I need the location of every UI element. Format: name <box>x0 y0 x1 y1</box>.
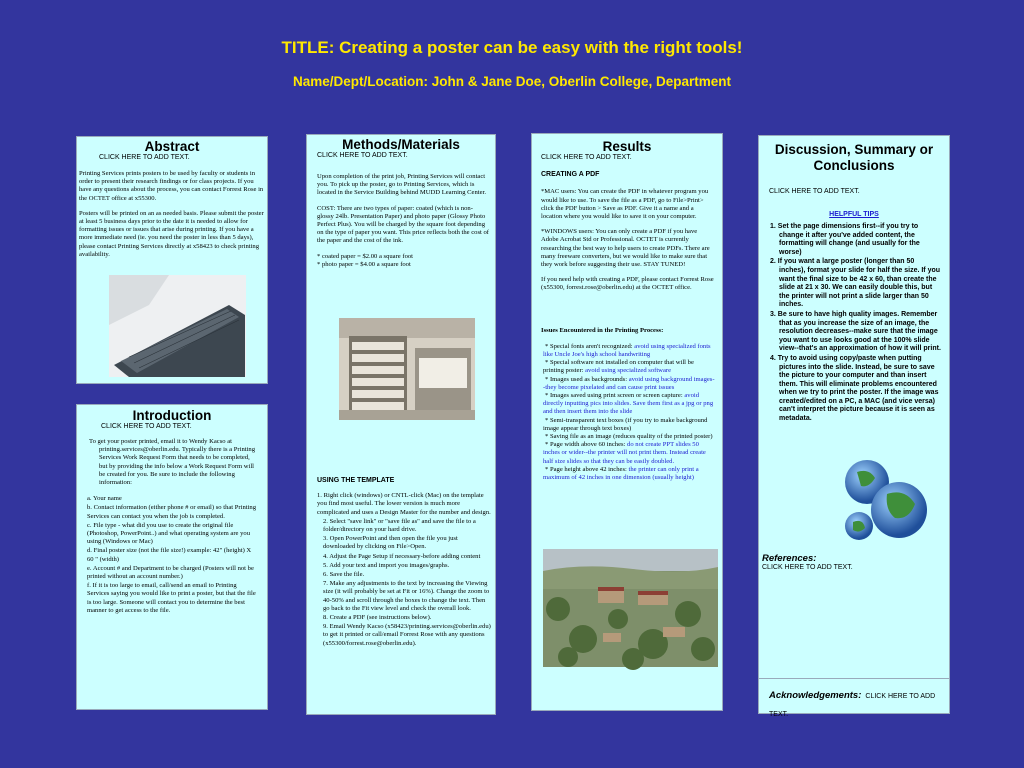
results-heading: Results <box>602 139 652 154</box>
issue-item: * Page height above 42 inches: the printer can only print a maximum of 42 inches in one dimension (usually height) <box>543 465 699 482</box>
pdf-windows-paragraph: *WINDOWS users: You can only create a PDF if you have Adobe Acrobat Std or Professional. OCTET is currently researching the best way to help users to create PDFs. There are many freeware converters, but we would like to make sure that they work before suggesting their use. STAY TUNED! <box>541 228 710 269</box>
template-step: 3. Open PowerPoint and then open the file you just downloaded by clicking on File>Open. <box>323 535 458 551</box>
abstract-panel[interactable] <box>76 136 268 384</box>
template-step: 7. Make any adjustments to the text by increasing the Viewing size (it will probably be set at Fit or 16%). Change the zoom to 40-50% and scroll through the boxes to change the text. Then go back to the Fit view level and check the overall look. <box>323 580 490 612</box>
template-step: 2. Select "save link" or "save file as" and save the file to a folder/directory on your hard drive. <box>323 517 476 534</box>
results-click-text[interactable]: CLICK HERE TO ADD TEXT. <box>541 154 632 161</box>
introduction-list-item: b. Contact information (either phone # or email) so that Printing Services can contact you when the job is completed. <box>87 504 257 520</box>
issue-item: * Saving file as an image (reduces quality of the printed poster) <box>545 433 713 441</box>
abstract-click-text[interactable]: CLICK HERE TO ADD TEXT. <box>99 154 190 161</box>
issue-item: * Special fonts aren't recognized: avoid using specialized fonts like Uncle Joe's high school handwriting <box>543 342 711 359</box>
methods-cost-photo: * photo paper = $4.00 a square foot <box>317 260 411 268</box>
issue-item: * Semi-transparent text boxes (if you try to make background image appear through text boxes) <box>543 416 708 432</box>
methods-paragraph-1: Upon completion of the print job, Printing Services will contact you. To pick up the poster, go to Printing Services, which is located in the Service Building behind MUDD Learning Center. <box>317 173 487 197</box>
tip-item: 2. If you want a large poster (longer than 50 inches), format your slide for half the size. If you want the final size to be 42 x 60, than create the slide at 21 x 30. We can easily double this, but the printer will not print a slide larger than 50 inches. <box>770 258 941 309</box>
tip-item: 1. Set the page dimensions first--if you try to change it after you've added content, the formatting will change (and usually for the worse) <box>770 223 920 256</box>
discussion-heading: Discussion, Summary or Conclusions <box>774 142 934 173</box>
issue-item: * Images used as backgrounds: avoid using background images--they become pixelated and can cause print issues <box>543 375 715 391</box>
references-click-text[interactable]: CLICK HERE TO ADD TEXT. <box>762 564 853 571</box>
pdf-mac-paragraph: *MAC users: You can create the PDF in whatever program you would like to use. To save the file as a PDF, go to File>Print> click the PDF button > Save as PDF. Give it a name and a location where you would like to save it on your computer. <box>541 188 709 221</box>
issue-item: * Page width above 60 inches: do not create PPT slides 50 inches or wider--the printer will not print them. Instead create half size slides so that they can be easily doubled. <box>543 441 706 465</box>
template-step: 6. Save the file. <box>323 571 365 579</box>
campus-aerial-image <box>543 549 718 667</box>
globes-image <box>839 458 929 542</box>
introduction-heading: Introduction <box>132 408 212 423</box>
poster-title-block <box>0 38 1024 89</box>
methods-cost-coated: * coated paper = $2.00 a square foot <box>317 252 413 260</box>
pdf-heading: CREATING A PDF <box>541 171 600 179</box>
helpful-tips-heading: HELPFUL TIPS <box>829 211 879 218</box>
poster-title[interactable]: TITLE: Creating a poster can be easy with the right tools! <box>281 38 743 57</box>
tip-item: 4. Try to avoid using copy/paste when putting pictures into the slide. Instead, be sure to save the picture to your computer and than insert them. This will eliminate problems encountered when we try to print the poster. If the image was created/edited on a PC, a MAC (and vice versa) can't interpret the picture because it is seen as metadata. <box>770 354 939 423</box>
tip-item: 3. Be sure to have high quality images. Remember that as you increase the size of an image, the resolution decreases--make sure that the image you want to use looks good at the 100% slide view--that's an approximation of how it will print. <box>770 310 941 353</box>
discussion-click-text[interactable]: CLICK HERE TO ADD TEXT. <box>769 188 860 195</box>
acknowledgements-section <box>759 678 949 721</box>
template-heading: USING THE TEMPLATE <box>317 477 395 484</box>
issue-item: * Images saved using print screen or screen capture: avoid directly inputting pics into slides. Save them first as a jpg or png and then insert them into the slide <box>543 392 714 416</box>
introduction-panel[interactable] <box>76 404 268 710</box>
template-step: 5. Add your text and import you images/graphs. <box>323 561 450 569</box>
introduction-paragraph: To get your poster printed, email it to Wendy Kacso at printing.services@oberlin.edu. Typically there is a Printing Services Work Request Form that needs to be completed, but by providing the info below a Work Request Form will be created for you. Be sure to include the following information: <box>89 438 256 487</box>
abstract-paragraph-2: Posters will be printed on an as needed basis. Please submit the poster at least 5 business days prior to the date it is needed to allow for formatting issues or issues that arise during printing. If you have a more immediate need (ie. you need the poster in less than 5 days), please contact Printing Services directly at x58423 to check printing availability. <box>79 209 264 258</box>
template-step: 9. Email Wendy Kacso (x58423/printing.services@oberlin.edu) to get it printed or call/email Forrest Rose with any questions (x55300/forrest.rose@oberlin.edu). <box>323 623 491 647</box>
issue-item: * Special software not installed on computer that will be printing poster: avoid using specialized software <box>543 359 694 375</box>
template-step: 8. Create a PDF (see instructions below). <box>323 614 432 622</box>
introduction-list-item: d. Final poster size (not the file size!) example: 42" (height) X 60 " (width) <box>87 547 252 563</box>
introduction-list-item: c. File type - what did you use to create the original file (Photoshop, PowerPoint..) and what operating system are you using (Windows or Mac) <box>87 521 250 546</box>
methods-panel[interactable] <box>306 134 496 715</box>
keyboard-image <box>109 275 246 377</box>
abstract-heading: Abstract <box>144 139 200 154</box>
discussion-panel[interactable] <box>758 135 950 718</box>
references-heading: References: <box>762 553 817 564</box>
pdf-help-paragraph: If you need help with creating a PDF, please contact Forrest Rose (x55300, forrest.rose@oberlin.edu) at the OCTET office. <box>541 276 714 292</box>
introduction-list-item: f. If it is too large to email, call/send an email to Printing Services saying you would like to print a poster, but that the file is too large. Someone will contact you to determine the best manner to get access to the file. <box>87 582 256 614</box>
acknowledgements-heading: Acknowledgements: <box>769 690 862 701</box>
printer-room-image <box>339 318 475 420</box>
methods-paragraph-2: COST: There are two types of paper: coated (which is non-glossy 24lb. Presentation Paper) and photo paper (Glossy Photo Perfect Plus). You will be charged by the square foot depending on the type of paper you want. This price reflects both the cost of the paper and the cost of the ink. <box>317 204 489 245</box>
template-step: 4. Adjust the Page Setup if necessary-before adding content <box>323 552 481 560</box>
methods-click-text[interactable]: CLICK HERE TO ADD TEXT. <box>317 152 408 159</box>
template-step: 1. Right click (windows) or CNTL-click (Mac) on the template you find most useful. The lower version is much more complicated and uses a Design Master for the number and design. <box>317 492 491 516</box>
results-panel[interactable] <box>531 133 723 711</box>
poster-subtitle[interactable]: Name/Dept/Location: John & Jane Doe, Oberlin College, Department <box>292 74 732 89</box>
introduction-list-item: a. Your name <box>87 495 122 503</box>
methods-heading: Methods/Materials <box>342 137 460 152</box>
issues-heading: Issues Encountered in the Printing Process: <box>541 326 664 334</box>
introduction-list-item: e. Account # and Department to be charged (Posters will not be printed without an account number.) <box>87 564 254 581</box>
acknowledgements-click-text[interactable]: CLICK HERE TO ADD TEXT. <box>769 693 936 718</box>
introduction-click-text[interactable]: CLICK HERE TO ADD TEXT. <box>101 423 192 430</box>
abstract-paragraph-1: Printing Services prints posters to be used by faculty or students in order to present their research findings or for class projects. If you have any questions about the process, you can contact Forrest Rose in the OCTET office at x55300. <box>79 170 264 202</box>
